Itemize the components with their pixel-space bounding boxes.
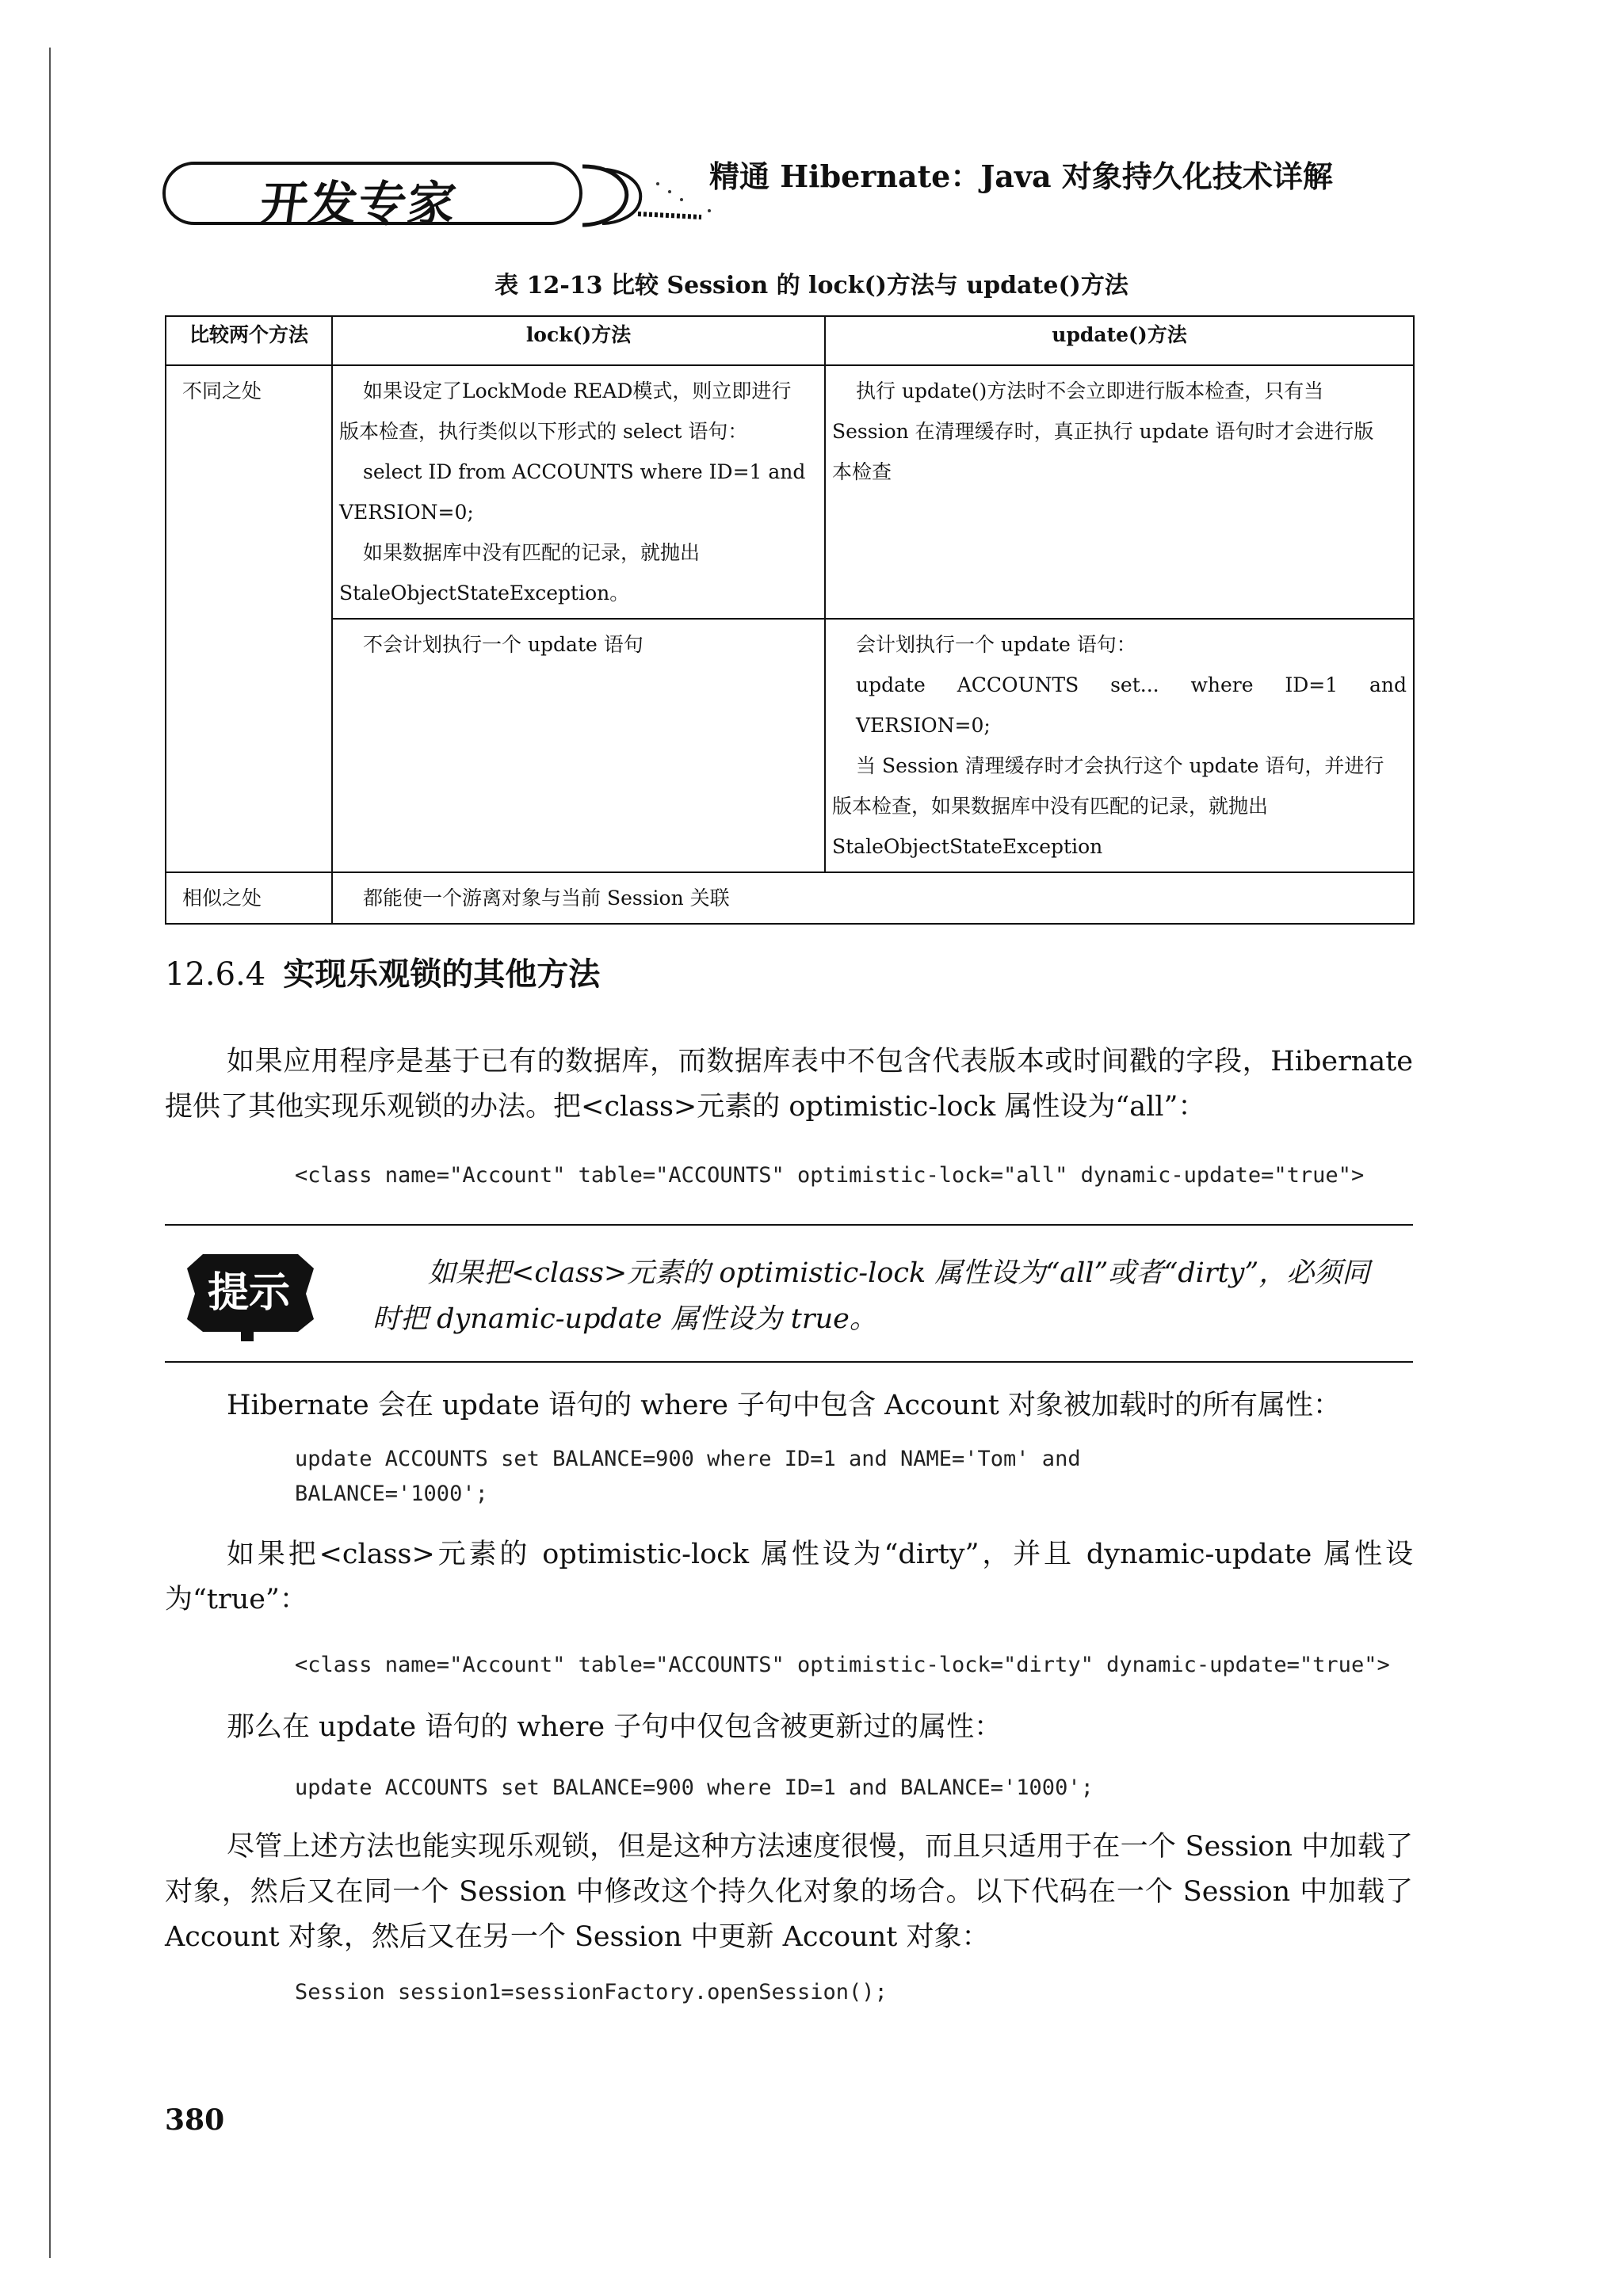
cell-line: update ACCOUNTS set... where ID=1 and VERSION=0; bbox=[856, 673, 1407, 737]
cell-line: 执行 update()方法时不会立即进行版本检查，只有当 bbox=[856, 379, 1324, 402]
page-header bbox=[162, 152, 1478, 231]
paragraph: 尽管上述方法也能实现乐观锁，但是这种方法速度很慢，而且只适用于在一个 Session 中加载了对象，然后又在同一个 Session 中修改这个持久化对象的场合。以下代码在一个 Session 中加载了 Account 对象，然后又在另一个 Session 中更新 Account 对象： bbox=[165, 1831, 1413, 1953]
cell-line: 当 Session 清理缓存时才会执行这个 update 语句，并进行 bbox=[856, 754, 1384, 777]
cell-line: 版本检查，如果数据库中没有匹配的记录，就抛出 bbox=[832, 795, 1269, 818]
table-row bbox=[166, 365, 1414, 619]
section-heading bbox=[165, 949, 600, 994]
cell-line: 不会计划执行一个 update 语句 bbox=[363, 633, 643, 656]
paragraph: 如果应用程序是基于已有的数据库，而数据库表中不包含代表版本或时间戳的字段，Hibernate 提供了其他实现乐观锁的办法。把<class>元素的 optimistic-lock 属性设为“all”： bbox=[165, 1046, 1413, 1123]
cell-line: 会计划执行一个 update 语句： bbox=[856, 633, 1136, 656]
column-header: 比较两个方法 bbox=[166, 316, 332, 365]
comparison-table bbox=[165, 315, 1415, 925]
cell-line: StaleObjectStateException bbox=[832, 835, 1103, 858]
cell-line: Session 在清理缓存时，真正执行 update 语句时才会进行版 bbox=[832, 420, 1374, 443]
update-cell bbox=[825, 619, 1414, 872]
tip-text: 如果把<class>元素的 optimistic-lock 属性设为“all”或者“dirty”，必须同时把 dynamic-update 属性设为 true。 bbox=[372, 1257, 1370, 1335]
table-caption: 表 12-13 比较 Session 的 lock()方法与 update()方法 bbox=[495, 272, 1128, 299]
cell-line: 本检查 bbox=[832, 460, 892, 483]
lock-cell bbox=[332, 365, 825, 619]
paragraph: Hibernate 会在 update 语句的 where 子句中包含 Account 对象被加载时的所有属性： bbox=[227, 1390, 1341, 1421]
column-header: lock()方法 bbox=[332, 316, 825, 365]
page-number: 380 bbox=[165, 2103, 225, 2137]
book-title: 精通 Hibernate：Java 对象持久化技术详解 bbox=[709, 158, 1333, 194]
series-logo-text: 开发专家 bbox=[256, 177, 461, 232]
paragraph: 如果把<class>元素的 optimistic-lock 属性设为“dirty”，并且 dynamic-update 属性设为“true”： bbox=[165, 1539, 1413, 1615]
tip-icon bbox=[179, 1246, 318, 1341]
shared-cell bbox=[332, 872, 1414, 924]
column-header: update()方法 bbox=[825, 316, 1414, 365]
lock-cell bbox=[332, 619, 825, 872]
tip-top-rule bbox=[165, 1224, 1413, 1226]
series-logo-badge bbox=[162, 162, 582, 232]
table-row bbox=[166, 619, 1414, 872]
update-cell bbox=[825, 365, 1414, 619]
section-title-text: 实现乐观锁的其他方法 bbox=[283, 955, 601, 993]
code-block: Session session1=sessionFactory.openSession(); bbox=[295, 1980, 888, 2004]
cell-line: 版本检查，执行类似以下形式的 select 语句： bbox=[339, 420, 748, 443]
table-header-row bbox=[166, 316, 1414, 365]
binding-margin-line bbox=[49, 48, 51, 2258]
cell-line: 都能使一个游离对象与当前 Session 关联 bbox=[363, 887, 730, 910]
code-block: <class name="Account" table="ACCOUNTS" optimistic-lock="dirty" dynamic-update="true"> bbox=[295, 1653, 1390, 1677]
cell-line: StaleObjectStateException。 bbox=[339, 582, 630, 605]
row-label: 相似之处 bbox=[166, 872, 332, 924]
tip-label: 提示 bbox=[207, 1269, 291, 1317]
cell-line: VERSION=0; bbox=[339, 501, 474, 524]
paragraph: 那么在 update 语句的 where 子句中仅包含被更新过的属性： bbox=[227, 1711, 1002, 1743]
table-row bbox=[166, 872, 1414, 924]
cell-line: 如果设定了LockMode READ模式，则立即进行 bbox=[363, 379, 792, 402]
section-number: 12.6.4 bbox=[165, 956, 266, 993]
row-label: 不同之处 bbox=[166, 365, 332, 872]
code-block: update ACCOUNTS set BALANCE=900 where ID=1 and BALANCE='1000'; bbox=[295, 1775, 1094, 1800]
cell-line: select ID from ACCOUNTS where ID=1 and bbox=[363, 460, 806, 483]
code-block: <class name="Account" table="ACCOUNTS" optimistic-lock="all" dynamic-update="true"> bbox=[295, 1163, 1365, 1188]
tip-bottom-rule bbox=[165, 1361, 1413, 1363]
code-block: update ACCOUNTS set BALANCE=900 where ID=1 and NAME='Tom' and BALANCE='1000'; bbox=[295, 1447, 1081, 1506]
cell-line: 如果数据库中没有匹配的记录，就抛出 bbox=[363, 541, 701, 564]
